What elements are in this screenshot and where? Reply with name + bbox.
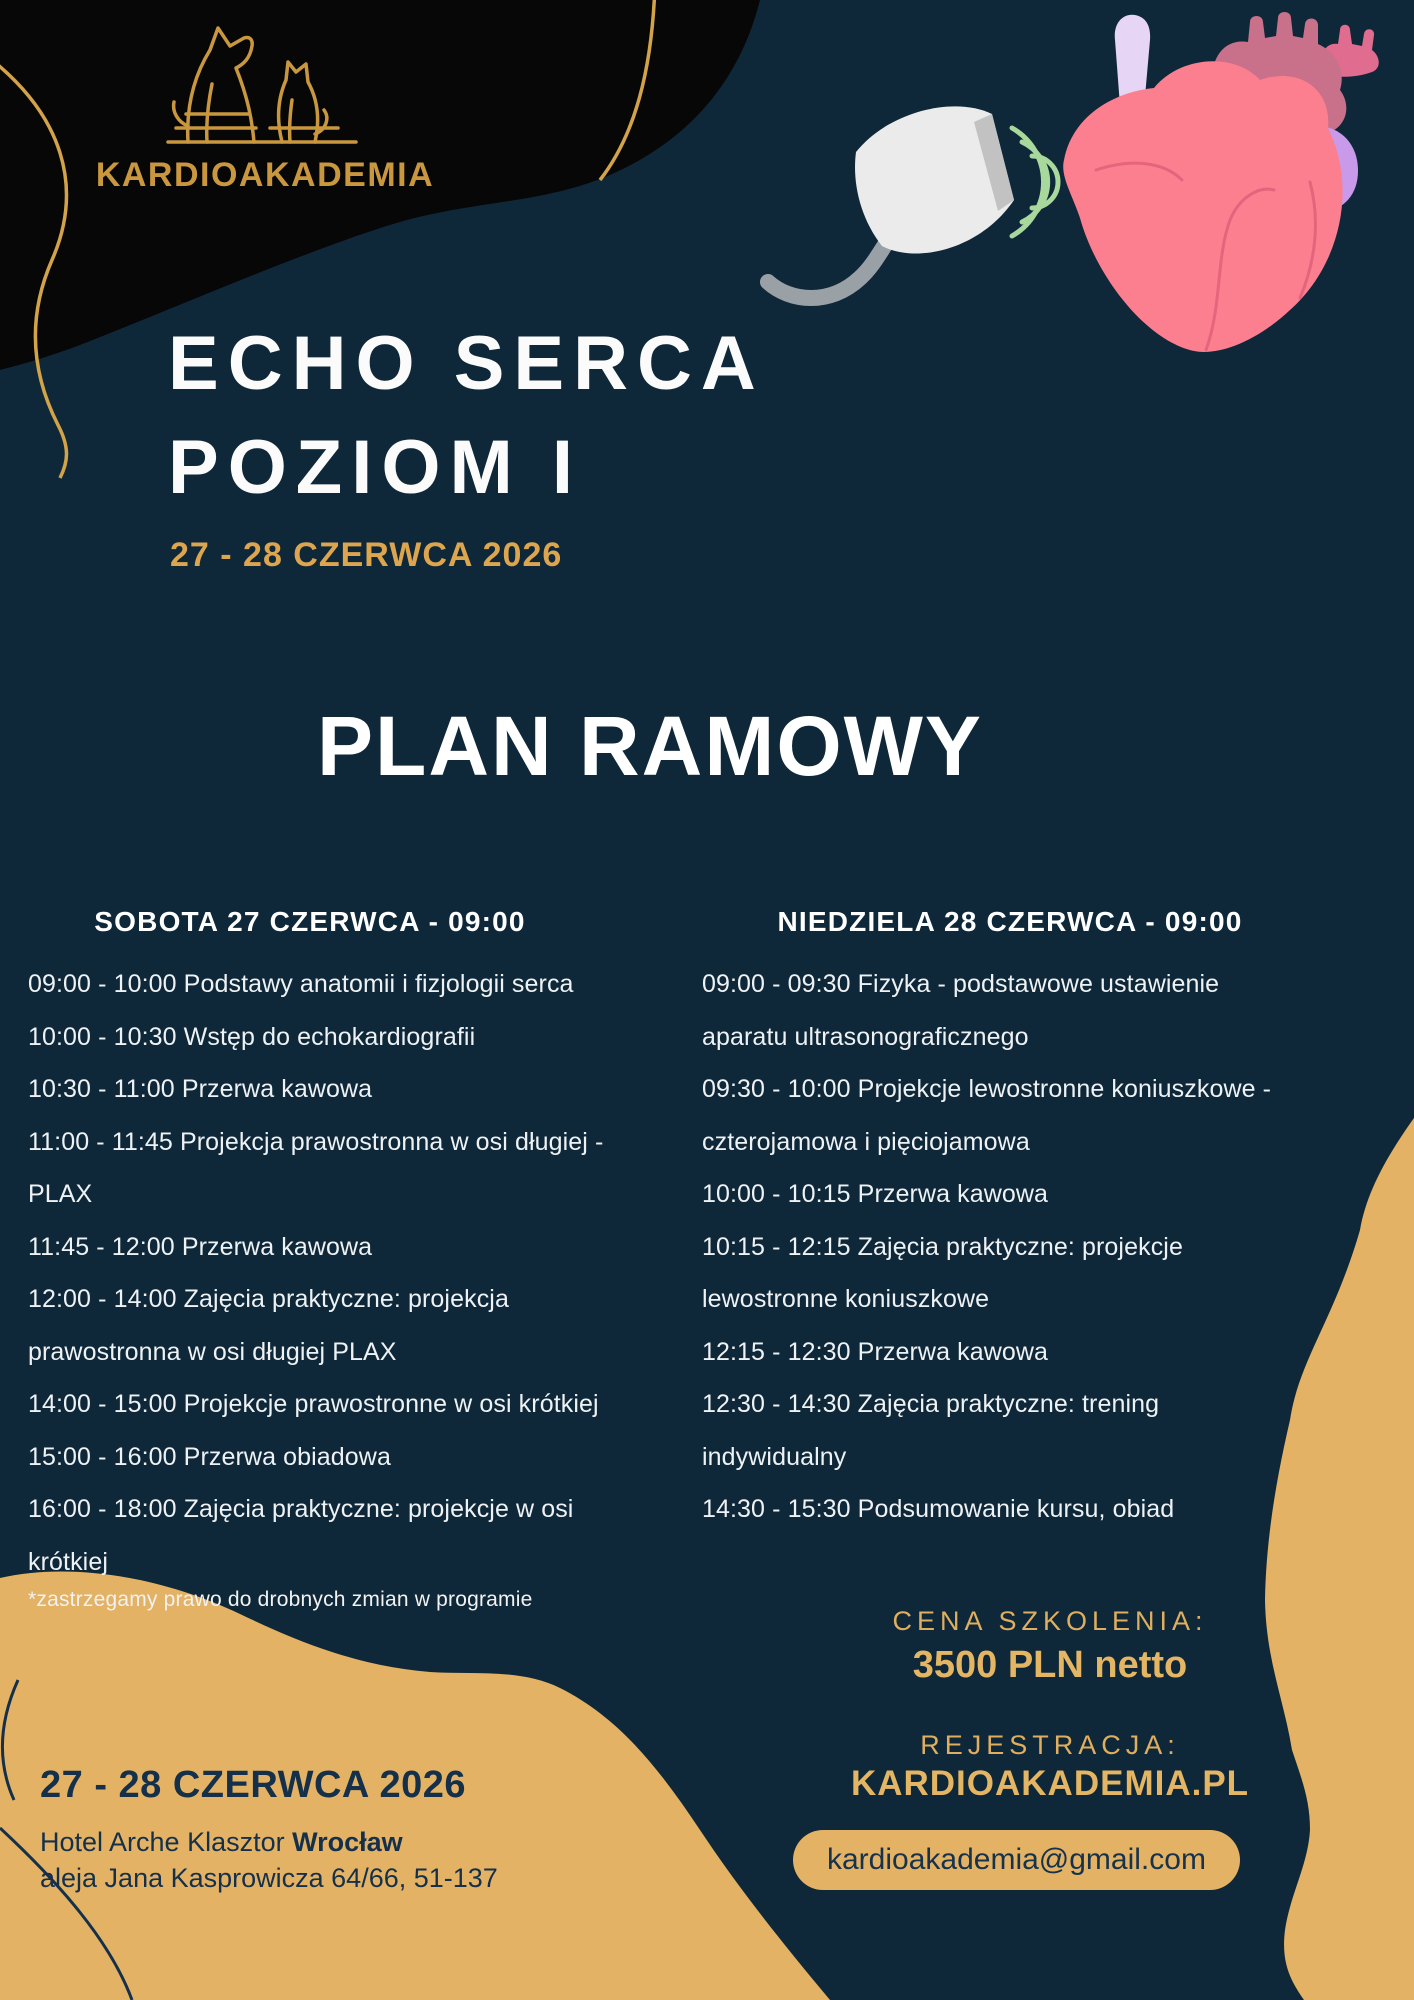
price-label: CENA SZKOLENIA: [892, 1606, 1208, 1636]
schedule-line: 10:00 - 10:15 Przerwa kawowa [702, 1180, 1049, 1208]
schedule-day-sunday [660, 905, 1360, 1536]
venue-date: 27 - 28 CZERWCA 2026 [40, 1764, 467, 1806]
plan-heading: PLAN RAMOWY [317, 699, 983, 793]
schedule-line: 09:00 - 10:00 Podstawy anatomii i fizjologii serca [28, 970, 574, 998]
venue-city: Wrocław [292, 1827, 403, 1857]
schedule-line: 09:30 - 10:00 Projekcje lewostronne koniuszkowe - [702, 1075, 1272, 1103]
schedule-line: czterojamowa i pięciojamowa [702, 1127, 1030, 1156]
schedule-line: 10:00 - 10:30 Wstęp do echokardiografii [28, 1022, 476, 1051]
price-value: 3500 PLN netto [912, 1644, 1188, 1686]
registration-email-pill [793, 1830, 1240, 1890]
program-footnote: *zastrzegamy prawo do drobnych zmian w programie [28, 1588, 533, 1611]
event-title-line2: POZIOM I [168, 425, 582, 510]
schedule-line: lewostronne koniuszkowe [702, 1285, 990, 1313]
venue-hotel [40, 1824, 403, 1860]
schedule-line: 12:00 - 14:00 Zajęcia praktyczne: projekcja [28, 1285, 509, 1313]
schedule-line: 14:30 - 15:30 Podsumowanie kursu, obiad [702, 1495, 1175, 1523]
schedule-line: 09:00 - 09:30 Fizyka - podstawowe ustawienie [702, 970, 1220, 998]
registration-email: kardioakademia@gmail.com [827, 1843, 1206, 1876]
event-title [168, 312, 765, 520]
event-title-line1: ECHO SERCA [168, 321, 765, 406]
schedule-line: aparatu ultrasonograficznego [702, 1022, 1029, 1051]
dog-cat-logo-icon [160, 14, 365, 154]
schedule-list [660, 958, 1360, 1536]
schedule-line: indywidualny [702, 1442, 847, 1471]
schedule-line: 11:45 - 12:00 Przerwa kawowa [28, 1232, 373, 1261]
brand-name: KARDIOAKADEMIA [95, 156, 435, 194]
registration-website: KARDIOAKADEMIA.PL [850, 1764, 1250, 1803]
schedule-line: krótkiej [28, 1547, 108, 1576]
schedule-line: 16:00 - 18:00 Zajęcia praktyczne: projekcje w osi [28, 1495, 574, 1523]
schedule-line: 15:00 - 16:00 Przerwa obiadowa [28, 1442, 391, 1471]
schedule-day-header: NIEDZIELA 28 CZERWCA - 09:00 [777, 906, 1243, 937]
venue-address: aleja Jana Kasprowicza 64/66, 51-137 [40, 1863, 498, 1893]
schedule-list [20, 958, 604, 1588]
schedule-line: prawostronna w osi długiej PLAX [28, 1337, 397, 1366]
event-date: 27 - 28 CZERWCA 2026 [170, 536, 563, 574]
schedule-day-header: SOBOTA 27 CZERWCA - 09:00 [94, 906, 526, 937]
venue-hotel-name: Hotel Arche Klasztor [40, 1827, 293, 1857]
schedule-line: PLAX [28, 1180, 93, 1208]
schedule-line: 10:15 - 12:15 Zajęcia praktyczne: projekcje [702, 1232, 1183, 1261]
schedule-line: 12:15 - 12:30 Przerwa kawowa [702, 1337, 1049, 1366]
schedule-line: 12:30 - 14:30 Zajęcia praktyczne: trening [702, 1390, 1160, 1418]
heart-ultrasound-illustration-icon [760, 10, 1380, 362]
schedule-line: 10:30 - 11:00 Przerwa kawowa [28, 1075, 373, 1103]
schedule-day-saturday [20, 905, 604, 1588]
schedule-line: 14:00 - 15:00 Projekcje prawostronne w osi krótkiej [28, 1390, 599, 1418]
registration-label: REJESTRACJA: [920, 1730, 1180, 1760]
schedule-line: 11:00 - 11:45 Projekcja prawostronna w osi długiej - [28, 1127, 604, 1156]
